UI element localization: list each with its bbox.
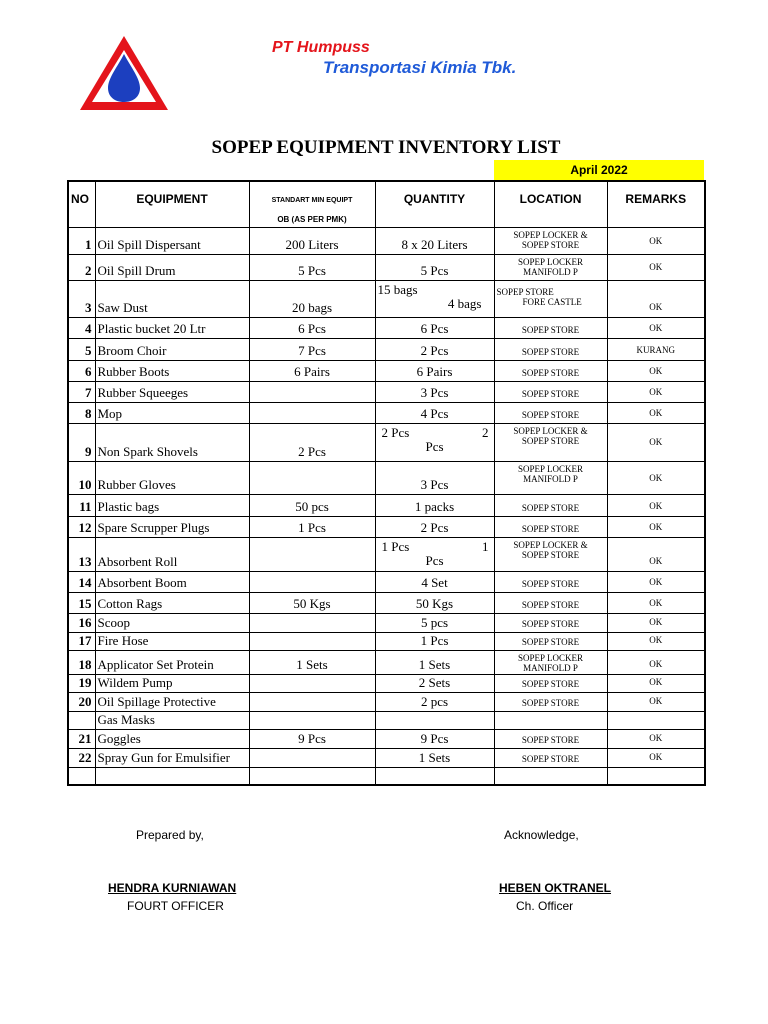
date-badge: April 2022	[494, 160, 704, 180]
table-header-row	[68, 181, 705, 227]
row-remarks: OK	[607, 227, 705, 254]
row-standard: 20 bags	[249, 280, 375, 317]
row-equipment: Saw Dust	[95, 280, 249, 317]
row-location: SOPEP LOCKER & SOPEP STORE	[494, 227, 607, 254]
row-remarks: OK	[607, 423, 705, 461]
row-equipment: Spare Scrupper Plugs	[95, 516, 249, 537]
row-standard	[249, 613, 375, 632]
prepared-by-label: Prepared by,	[136, 828, 204, 842]
row-location-b: FORE CASTLE	[522, 296, 582, 307]
header-standard-line1: STANDART MIN EQUIPT	[271, 197, 353, 204]
table-row	[68, 516, 705, 537]
row-remarks: OK	[607, 632, 705, 650]
row-equipment: Rubber Squeeges	[95, 381, 249, 402]
row-quantity: 2 Sets	[375, 674, 494, 692]
row-location: SOPEP STORE	[494, 338, 607, 360]
acknowledge-name: HEBEN OKTRANEL	[499, 881, 612, 895]
row-quantity: 4 Pcs	[375, 402, 494, 423]
row-quantity-a: 15 bags	[377, 281, 418, 297]
row-location: SOPEP STORE	[494, 729, 607, 748]
row-quantity: 1 Sets	[375, 650, 494, 674]
row-remarks: OK	[607, 360, 705, 381]
row-equipment: Wildem Pump	[95, 674, 249, 692]
row-quantity-c: Pcs	[425, 552, 444, 568]
row-quantity: 1 Pcs	[375, 632, 494, 650]
row-quantity: 6 Pairs	[375, 360, 494, 381]
table-row	[68, 317, 705, 338]
row-quantity: 50 Kgs	[375, 592, 494, 613]
row-standard	[249, 632, 375, 650]
row-equipment: Absorbent Boom	[95, 571, 249, 592]
acknowledge-title: Ch. Officer	[516, 899, 574, 913]
row-standard	[249, 748, 375, 767]
row-equipment: Applicator Set Protein	[95, 650, 249, 674]
row-number: 17	[68, 632, 95, 650]
row-location	[494, 280, 607, 317]
row-remarks: OK	[607, 650, 705, 674]
table-row	[68, 402, 705, 423]
table-row	[68, 592, 705, 613]
row-standard	[249, 692, 375, 711]
row-location: SOPEP STORE	[494, 381, 607, 402]
row-equipment: Cotton Rags	[95, 592, 249, 613]
row-remarks: OK	[607, 280, 705, 317]
row-quantity	[375, 280, 494, 317]
row-standard	[249, 571, 375, 592]
row-number: 4	[68, 317, 95, 338]
table-row	[68, 674, 705, 692]
row-number: 9	[68, 423, 95, 461]
row-equipment: Oil Spillage Protective	[95, 692, 249, 711]
row-location: SOPEP STORE	[494, 516, 607, 537]
row-equipment: Mop	[95, 402, 249, 423]
company-logo	[80, 36, 168, 110]
row-equipment: Broom Choir	[95, 338, 249, 360]
row-standard	[249, 402, 375, 423]
row-location-a: SOPEP STORE	[496, 286, 554, 297]
row-number	[68, 711, 95, 729]
table-row	[68, 571, 705, 592]
row-location: SOPEP LOCKER MANIFOLD P	[494, 254, 607, 280]
header-remarks: REMARKS	[607, 181, 705, 227]
row-number: 11	[68, 494, 95, 516]
table-row	[68, 360, 705, 381]
row-standard	[249, 537, 375, 571]
row-number: 13	[68, 537, 95, 571]
document-title: SOPEP EQUIPMENT INVENTORY LIST	[211, 137, 561, 158]
row-equipment: Oil Spill Dispersant	[95, 227, 249, 254]
table-row	[68, 650, 705, 674]
row-location: SOPEP STORE	[494, 402, 607, 423]
row-location: SOPEP LOCKER & SOPEP STORE	[494, 423, 607, 461]
table-row	[68, 748, 705, 767]
table-row	[68, 423, 705, 461]
table-row	[68, 494, 705, 516]
row-quantity-b: 1	[482, 538, 489, 554]
row-number: 21	[68, 729, 95, 748]
row-location: SOPEP STORE	[494, 317, 607, 338]
header-quantity: QUANTITY	[375, 181, 494, 227]
row-equipment: Fire Hose	[95, 632, 249, 650]
row-number: 6	[68, 360, 95, 381]
row-standard: 6 Pcs	[249, 317, 375, 338]
row-equipment: Plastic bucket 20 Ltr	[95, 317, 249, 338]
inventory-table	[67, 180, 706, 786]
row-location	[494, 711, 607, 729]
row-equipment: Oil Spill Drum	[95, 254, 249, 280]
row-location: SOPEP STORE	[494, 613, 607, 632]
row-equipment: Goggles	[95, 729, 249, 748]
row-standard: 7 Pcs	[249, 338, 375, 360]
row-equipment: Spray Gun for Emulsifier	[95, 748, 249, 767]
table-row	[68, 613, 705, 632]
row-standard	[249, 711, 375, 729]
row-quantity-a: 2 Pcs	[381, 424, 410, 440]
row-number: 2	[68, 254, 95, 280]
row-location: SOPEP STORE	[494, 571, 607, 592]
row-equipment: Rubber Boots	[95, 360, 249, 381]
row-location: SOPEP STORE	[494, 632, 607, 650]
row-standard: 9 Pcs	[249, 729, 375, 748]
row-number: 8	[68, 402, 95, 423]
row-remarks: OK	[607, 571, 705, 592]
row-quantity: 2 Pcs	[375, 338, 494, 360]
row-quantity: 9 Pcs	[375, 729, 494, 748]
row-equipment: Gas Masks	[95, 711, 249, 729]
row-number: 5	[68, 338, 95, 360]
row-remarks: OK	[607, 402, 705, 423]
table-row	[68, 280, 705, 317]
row-quantity: 1 Sets	[375, 748, 494, 767]
row-number: 12	[68, 516, 95, 537]
row-quantity: 1 packs	[375, 494, 494, 516]
row-equipment: Non Spark Shovels	[95, 423, 249, 461]
row-remarks: OK	[607, 729, 705, 748]
row-remarks: OK	[607, 461, 705, 494]
row-remarks: KURANG	[607, 338, 705, 360]
row-remarks: OK	[607, 613, 705, 632]
row-number: 7	[68, 381, 95, 402]
row-quantity: 4 Set	[375, 571, 494, 592]
header-no: NO	[68, 181, 95, 227]
row-number: 16	[68, 613, 95, 632]
row-remarks: OK	[607, 592, 705, 613]
row-location: SOPEP STORE	[494, 692, 607, 711]
row-standard	[249, 381, 375, 402]
table-row	[68, 632, 705, 650]
empty-cell	[95, 767, 249, 785]
row-remarks: OK	[607, 674, 705, 692]
row-equipment: Rubber Gloves	[95, 461, 249, 494]
table-row	[68, 338, 705, 360]
row-standard: 1 Sets	[249, 650, 375, 674]
row-standard: 1 Pcs	[249, 516, 375, 537]
empty-cell	[494, 767, 607, 785]
table-row	[68, 381, 705, 402]
row-quantity-a: 1 Pcs	[381, 538, 410, 554]
row-number: 14	[68, 571, 95, 592]
row-quantity	[375, 423, 494, 461]
row-standard: 200 Liters	[249, 227, 375, 254]
row-standard: 50 pcs	[249, 494, 375, 516]
header-standard	[249, 181, 375, 227]
acknowledge-label: Acknowledge,	[504, 828, 579, 842]
table-row	[68, 692, 705, 711]
row-equipment: Scoop	[95, 613, 249, 632]
row-location: SOPEP STORE	[494, 494, 607, 516]
empty-cell	[249, 767, 375, 785]
table-row	[68, 711, 705, 729]
row-quantity	[375, 711, 494, 729]
table-row	[68, 461, 705, 494]
row-quantity: 6 Pcs	[375, 317, 494, 338]
empty-cell	[607, 767, 705, 785]
empty-cell	[68, 767, 95, 785]
row-remarks: OK	[607, 494, 705, 516]
row-location: SOPEP STORE	[494, 592, 607, 613]
row-quantity	[375, 537, 494, 571]
row-quantity: 5 Pcs	[375, 254, 494, 280]
row-remarks: OK	[607, 381, 705, 402]
table-row	[68, 254, 705, 280]
row-number: 10	[68, 461, 95, 494]
row-quantity: 3 Pcs	[375, 381, 494, 402]
row-location: SOPEP STORE	[494, 674, 607, 692]
table-row-empty	[68, 767, 705, 785]
row-number: 18	[68, 650, 95, 674]
company-name-line2: Transportasi Kimia Tbk.	[323, 58, 517, 77]
table-row	[68, 729, 705, 748]
row-remarks	[607, 711, 705, 729]
prepared-by-name: HENDRA KURNIAWAN	[108, 881, 237, 895]
row-number: 19	[68, 674, 95, 692]
row-quantity-b: 4 bags	[447, 295, 482, 311]
row-quantity: 5 pcs	[375, 613, 494, 632]
row-number: 3	[68, 280, 95, 317]
row-remarks: OK	[607, 537, 705, 571]
row-location: SOPEP STORE	[494, 748, 607, 767]
row-standard: 2 Pcs	[249, 423, 375, 461]
row-standard	[249, 461, 375, 494]
row-location: SOPEP LOCKER MANIFOLD P	[494, 461, 607, 494]
row-remarks: OK	[607, 748, 705, 767]
row-location: SOPEP LOCKER MANIFOLD P	[494, 650, 607, 674]
row-standard	[249, 674, 375, 692]
row-equipment: Absorbent Roll	[95, 537, 249, 571]
empty-cell	[375, 767, 494, 785]
row-equipment: Plastic bags	[95, 494, 249, 516]
row-location: SOPEP STORE	[494, 360, 607, 381]
row-standard: 50 Kgs	[249, 592, 375, 613]
row-number: 15	[68, 592, 95, 613]
prepared-by-title: FOURT OFFICER	[127, 899, 224, 913]
row-remarks: OK	[607, 254, 705, 280]
header-standard-line2: OB (AS PER PMK)	[277, 215, 347, 224]
row-location: SOPEP LOCKER & SOPEP STORE	[494, 537, 607, 571]
row-quantity: 2 Pcs	[375, 516, 494, 537]
row-quantity: 2 pcs	[375, 692, 494, 711]
table-row	[68, 227, 705, 254]
row-number: 22	[68, 748, 95, 767]
row-number: 20	[68, 692, 95, 711]
header-equipment: EQUIPMENT	[95, 181, 249, 227]
row-quantity: 8 x 20 Liters	[375, 227, 494, 254]
header-location: LOCATION	[494, 181, 607, 227]
company-name-line1: PT Humpuss	[272, 39, 370, 56]
table-row	[68, 537, 705, 571]
row-quantity-b: 2	[482, 424, 489, 440]
row-quantity-c: Pcs	[425, 438, 444, 454]
row-number: 1	[68, 227, 95, 254]
row-quantity: 3 Pcs	[375, 461, 494, 494]
row-standard: 5 Pcs	[249, 254, 375, 280]
row-remarks: OK	[607, 516, 705, 537]
row-standard: 6 Pairs	[249, 360, 375, 381]
row-remarks: OK	[607, 692, 705, 711]
row-remarks: OK	[607, 317, 705, 338]
